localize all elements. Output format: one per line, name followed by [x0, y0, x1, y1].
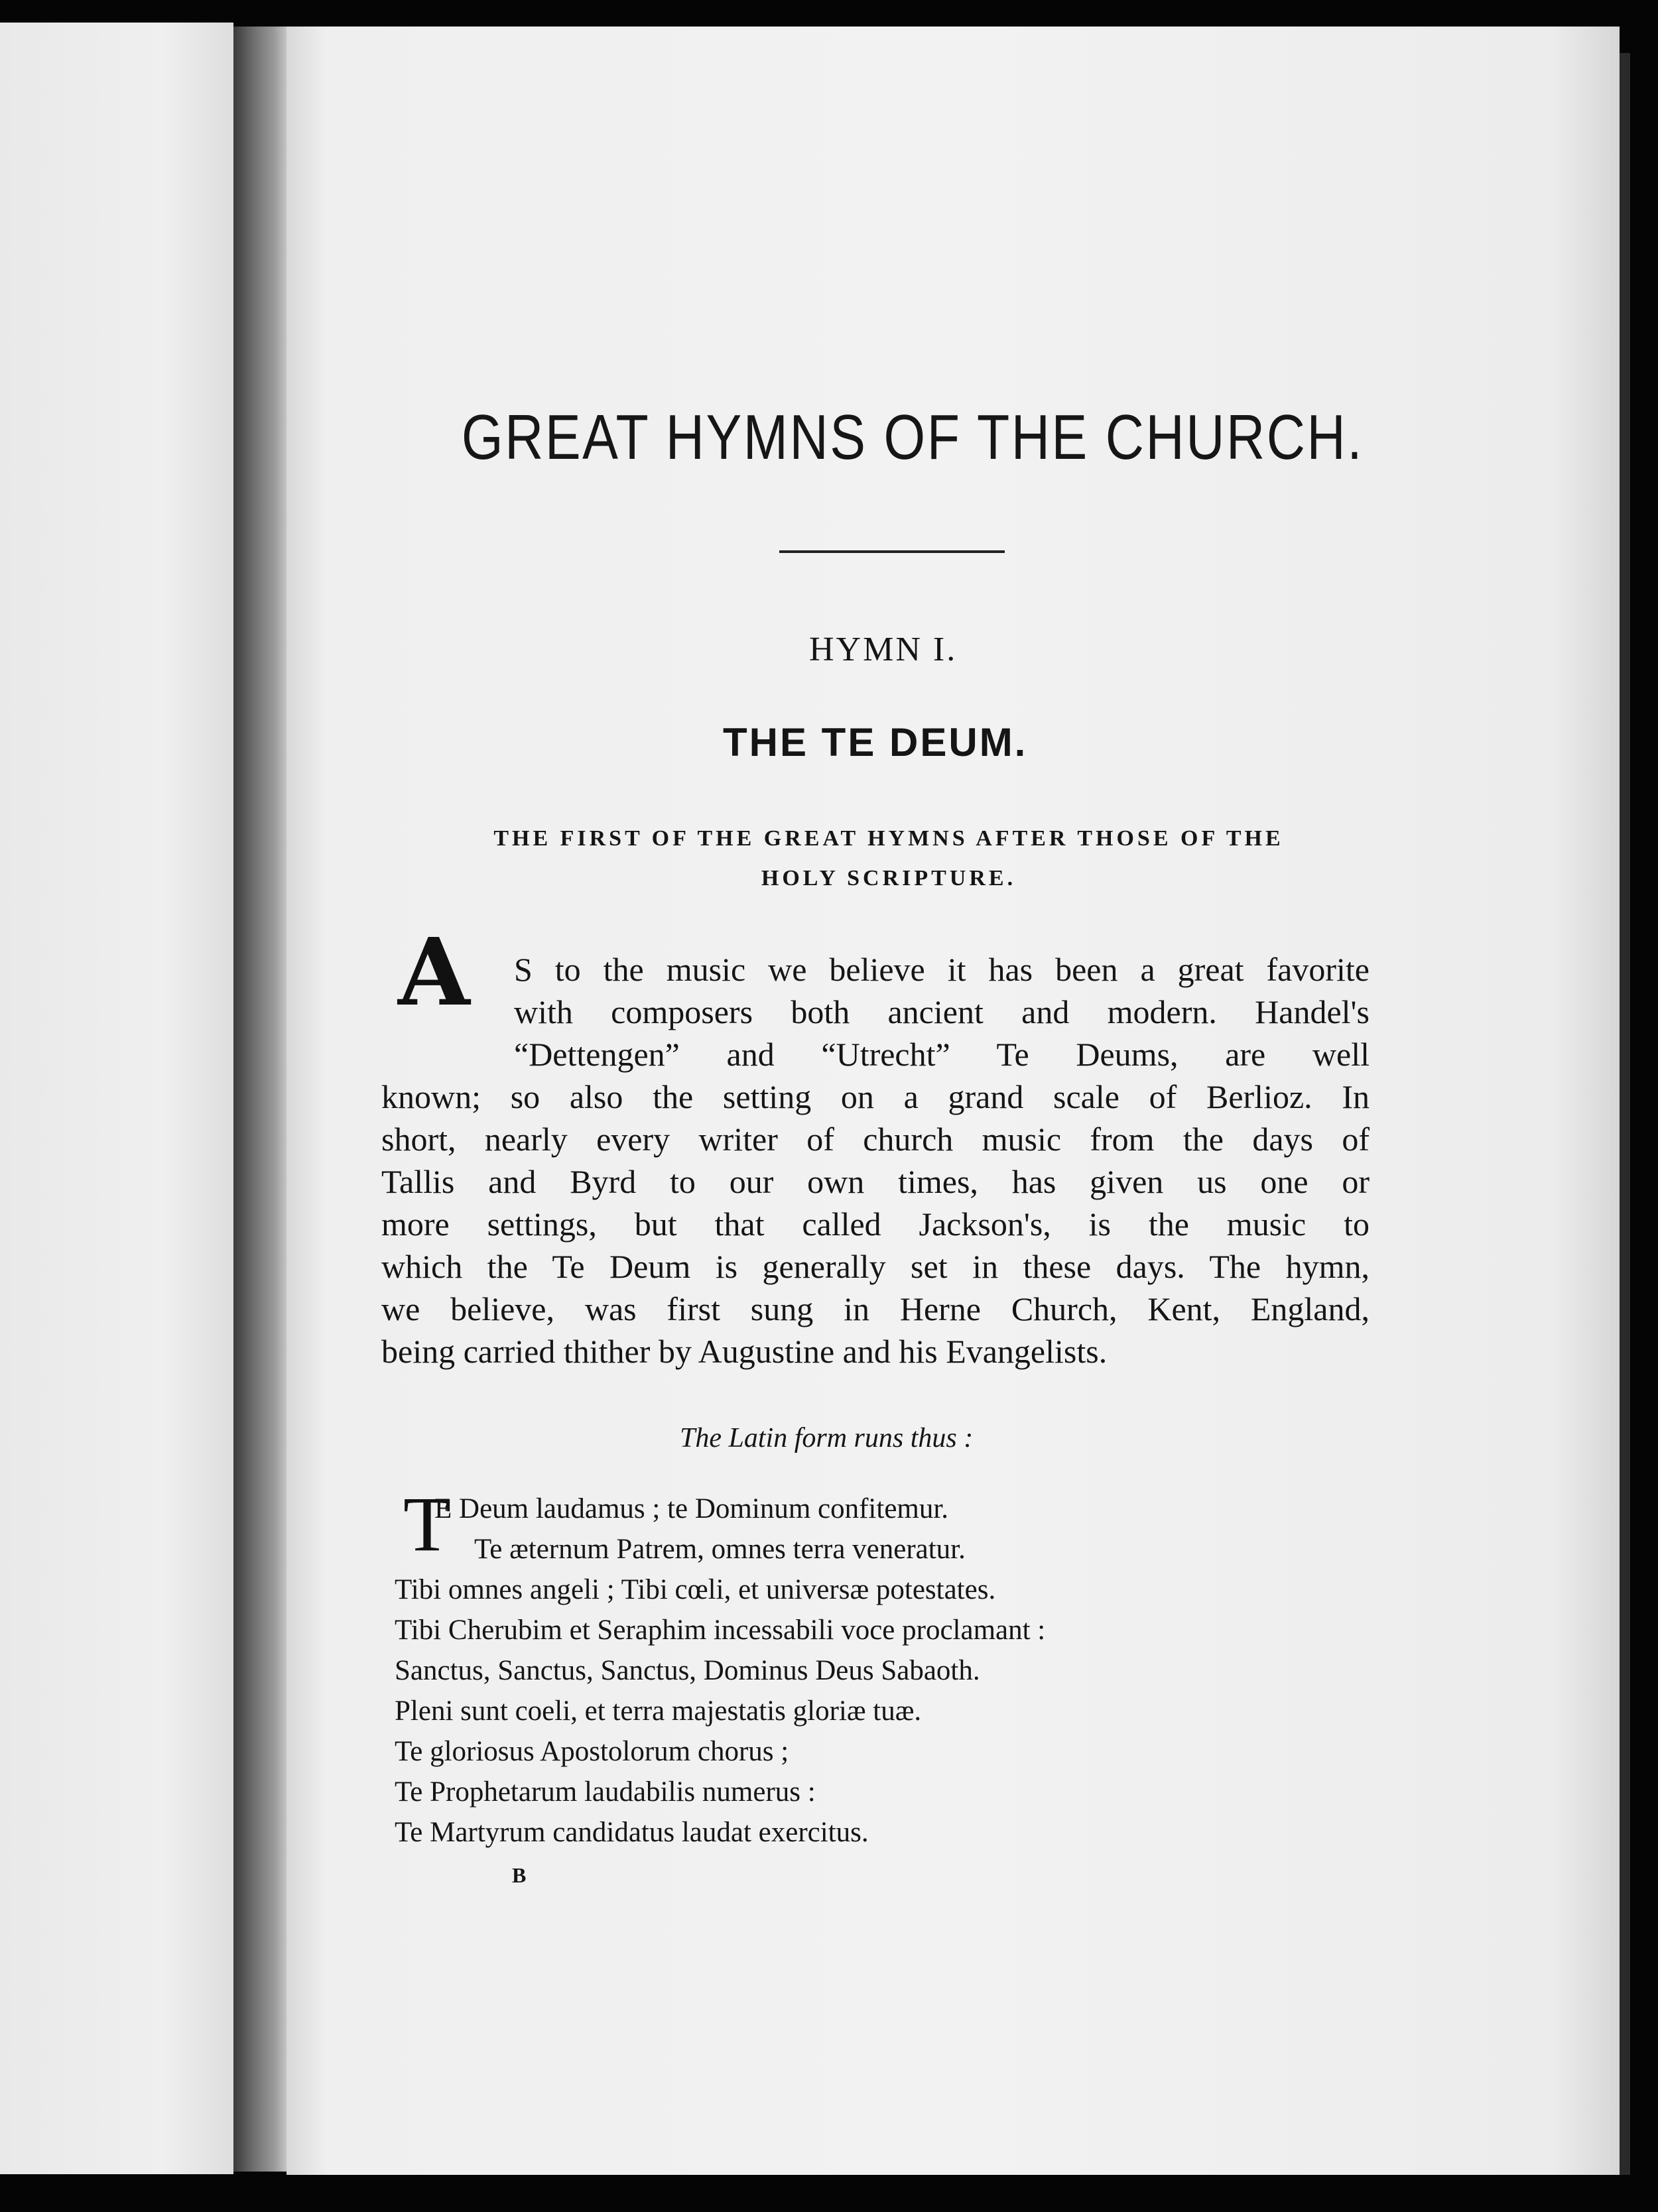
latin-line: E Deum laudamus ; te Dominum confitemur.: [434, 1493, 949, 1524]
paragraph-line: being carried thither by Augustine and his Evangelists.: [381, 1333, 1108, 1370]
page-edge: [1620, 53, 1630, 2175]
latin-text: [395, 1489, 1045, 1853]
latin-line: Pleni sunt coeli, et terra majestatis gloriæ tuæ.: [395, 1695, 922, 1727]
latin-line: Te gloriosus Apostolorum chorus ;: [395, 1736, 789, 1767]
paragraph-line: short, nearly every writer of church music from the days of: [381, 1121, 1370, 1158]
paragraph-line: which the Te Deum is generally set in these days. The hymn,: [381, 1248, 1370, 1285]
book-spine-shadow: [233, 27, 288, 2172]
latin-drop-cap: T: [403, 1481, 452, 1567]
latin-line: Te Prophetarum laudabilis numerus :: [395, 1776, 816, 1808]
latin-intro: The Latin form runs thus :: [680, 1423, 974, 1453]
drop-cap-initial: A: [398, 918, 470, 1027]
paragraph-line: S to the music we believe it has been a great favorite: [514, 951, 1370, 988]
subtitle-line: HOLY SCRIPTURE.: [761, 866, 1017, 891]
hymn-title: THE TE DEUM.: [723, 720, 1028, 765]
paragraph-line: we believe, was first sung in Herne Church, Kent, England,: [381, 1290, 1370, 1327]
latin-line: Te Martyrum candidatus laudat exercitus.: [395, 1817, 869, 1848]
subtitle-line: THE FIRST OF THE GREAT HYMNS AFTER THOSE OF THE: [493, 826, 1284, 851]
paragraph-line: with composers both ancient and modern. Handel's: [514, 993, 1370, 1030]
hymn-subtitle: [451, 819, 1326, 898]
body-paragraph: [381, 948, 1370, 1373]
paragraph-line: known; so also the setting on a grand scale of Berlioz. In: [381, 1078, 1370, 1115]
left-page: [0, 23, 233, 2174]
paragraph-line: more settings, but that called Jackson's, is the music to: [381, 1205, 1370, 1243]
latin-line: Tibi omnes angeli ; Tibi cœli, et universæ potestates.: [395, 1574, 996, 1605]
paragraph-line: Tallis and Byrd to our own times, has given us one or: [381, 1163, 1370, 1200]
latin-line: Te æternum Patrem, omnes terra veneratur.: [474, 1534, 966, 1565]
title-rule: [779, 550, 1005, 553]
latin-line: Tibi Cherubim et Seraphim incessabili voce proclamant :: [395, 1615, 1046, 1646]
latin-line: Sanctus, Sanctus, Sanctus, Dominus Deus Sabaoth.: [395, 1655, 980, 1686]
paragraph-line: “Dettengen” and “Utrecht” Te Deums, are well: [514, 1036, 1370, 1073]
signature-mark: B: [512, 1863, 527, 1887]
book-title: GREAT HYMNS OF THE CHURCH.: [461, 402, 1364, 473]
hymn-number: HYMN I.: [809, 631, 958, 668]
